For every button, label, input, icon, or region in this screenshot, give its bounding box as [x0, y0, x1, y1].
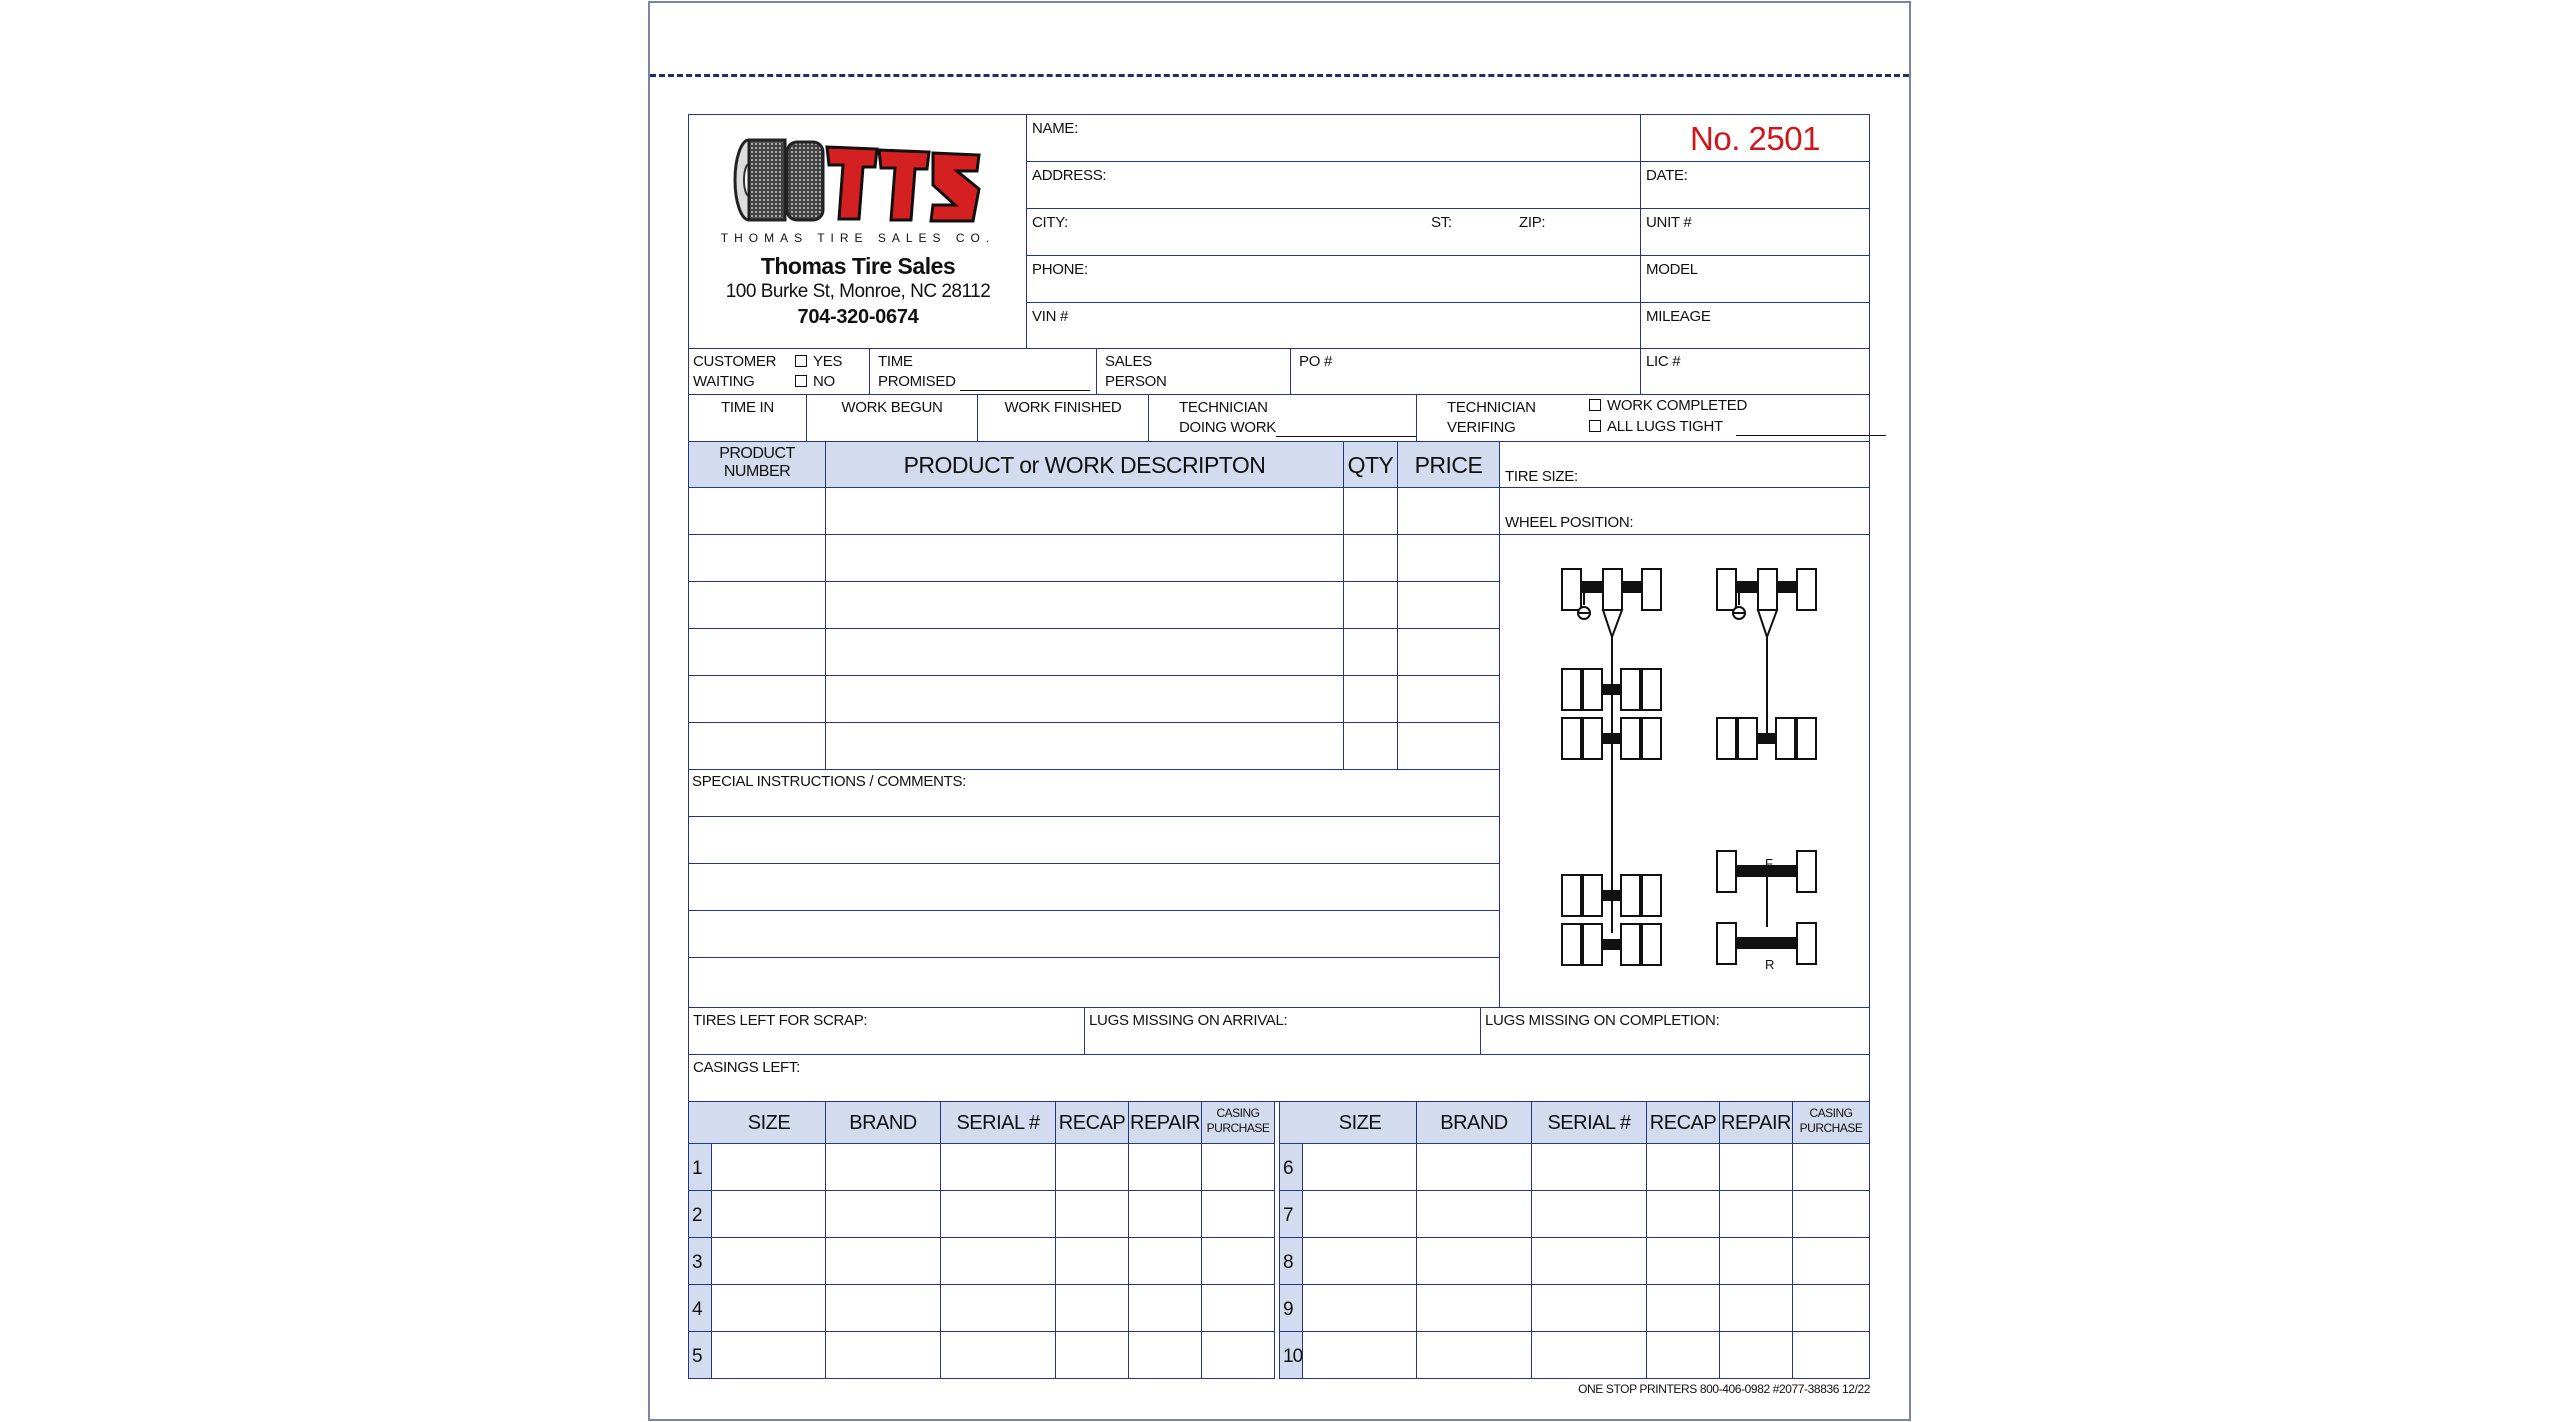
wheel-diagram-box: [1499, 534, 1870, 1008]
time-promised-field[interactable]: [869, 348, 1097, 395]
time-promised-line: [960, 376, 1090, 391]
price-cell[interactable]: [1397, 628, 1500, 676]
casing-serial-cell[interactable]: [940, 1237, 1056, 1285]
time-promised-label-1: TIME: [878, 353, 913, 370]
casing-size-cell[interactable]: [1302, 1331, 1417, 1379]
row-number-label: 9: [1283, 1299, 1293, 1320]
casing-col-header-brand: [825, 1101, 941, 1144]
casing-row-number: [688, 1331, 712, 1379]
casing-brand-cell[interactable]: [1416, 1237, 1532, 1285]
lic-field[interactable]: [1640, 348, 1870, 395]
casing-brand-cell[interactable]: [1416, 1190, 1532, 1238]
city-label: CITY:: [1032, 214, 1069, 231]
casing-header-1: CASING: [1216, 1106, 1260, 1120]
casing-col-header-recap: [1055, 1101, 1129, 1144]
casing-repair-cell[interactable]: [1719, 1190, 1793, 1238]
vin-field[interactable]: [1026, 302, 1641, 349]
product-number-cell[interactable]: [688, 722, 826, 770]
qty-cell[interactable]: [1343, 487, 1398, 535]
casing-repair-cell[interactable]: [1128, 1284, 1202, 1332]
comments-line[interactable]: [688, 863, 1500, 911]
tech-verifing-label-2: VERIFING: [1447, 419, 1516, 436]
company-logo: [727, 135, 989, 227]
customer-waiting-cell: [688, 348, 870, 395]
wheel-position-diagram: [1554, 565, 1824, 975]
product-number-cell[interactable]: [688, 534, 826, 582]
casing-casing-cell[interactable]: [1792, 1284, 1870, 1332]
casing-row-number: [688, 1237, 712, 1285]
state-label: ST:: [1431, 214, 1452, 231]
casing-size-cell[interactable]: [711, 1143, 826, 1191]
casing-repair-cell[interactable]: [1719, 1284, 1793, 1332]
lugs-missing-completion-field[interactable]: [1480, 1007, 1870, 1055]
no-label: NO: [813, 373, 835, 390]
row-number-label: 1: [692, 1158, 702, 1179]
brand-header: BRAND: [849, 1112, 917, 1134]
casing-row-number: [1279, 1190, 1303, 1238]
work-completed-checkbox[interactable]: [1589, 397, 1747, 415]
customer-waiting-label-2: WAITING: [693, 373, 755, 390]
casing-size-cell[interactable]: [711, 1284, 826, 1332]
casing-brand-cell[interactable]: [825, 1237, 941, 1285]
qty-header: QTY: [1347, 452, 1394, 478]
casing-casing-cell[interactable]: [1201, 1237, 1275, 1285]
product-number-cell[interactable]: [688, 581, 826, 629]
casing-recap-cell[interactable]: [1055, 1237, 1129, 1285]
casing-repair-cell[interactable]: [1719, 1143, 1793, 1191]
casing-serial-cell[interactable]: [1531, 1331, 1647, 1379]
product-number-header-1: PRODUCT: [719, 445, 795, 462]
casing-row-number: [688, 1190, 712, 1238]
casing-repair-cell[interactable]: [1128, 1331, 1202, 1379]
yes-checkbox[interactable]: [795, 353, 842, 371]
recap-header: RECAP: [1649, 1112, 1717, 1134]
casing-col-header-repair: [1128, 1101, 1202, 1144]
casing-serial-cell[interactable]: [1531, 1143, 1647, 1191]
casing-recap-cell[interactable]: [1055, 1284, 1129, 1332]
row-number-label: 3: [692, 1252, 702, 1273]
vin-label: VIN #: [1032, 308, 1069, 325]
yes-label: YES: [813, 353, 843, 370]
casing-size-cell[interactable]: [1302, 1143, 1417, 1191]
product-number-cell[interactable]: [688, 675, 826, 723]
comments-line[interactable]: [688, 957, 1500, 1008]
description-cell[interactable]: [825, 487, 1344, 535]
tech-doing-line: [1276, 422, 1421, 437]
printer-footer: ONE STOP PRINTERS 800-406-0982 #2077-38836 12/22: [1578, 1382, 1870, 1396]
casing-row-number: [688, 1143, 712, 1191]
logo-subtitle: THOMAS TIRE SALES CO.: [720, 231, 996, 245]
phone-field[interactable]: [1026, 255, 1641, 303]
time-in-field[interactable]: [688, 394, 807, 442]
casings-left-field[interactable]: [688, 1054, 1870, 1102]
row-number-label: 7: [1283, 1205, 1293, 1226]
zip-label: ZIP:: [1519, 214, 1546, 231]
casing-repair-cell[interactable]: [1128, 1143, 1202, 1191]
casing-brand-cell[interactable]: [825, 1143, 941, 1191]
casing-size-cell[interactable]: [711, 1237, 826, 1285]
casing-brand-cell[interactable]: [1416, 1143, 1532, 1191]
casing-size-cell[interactable]: [711, 1331, 826, 1379]
tractor-trailer-diagram: [1562, 569, 1661, 965]
row-number-label: 8: [1283, 1252, 1293, 1273]
price-cell[interactable]: [1397, 581, 1500, 629]
product-number-cell[interactable]: [688, 487, 826, 535]
work-begun-label: WORK BEGUN: [841, 399, 943, 416]
tech-verifing-label-1: TECHNICIAN: [1447, 399, 1536, 416]
checkbox-icon: [795, 375, 807, 387]
row-number-label: 6: [1283, 1158, 1293, 1179]
casing-recap-cell[interactable]: [1646, 1237, 1720, 1285]
time-in-label: TIME IN: [721, 399, 774, 416]
sales-person-label-1: SALES: [1105, 353, 1152, 370]
rear-axle-label: R: [1765, 957, 1775, 972]
mileage-field[interactable]: [1640, 302, 1870, 349]
description-cell[interactable]: [825, 675, 1344, 723]
address-field[interactable]: [1026, 161, 1641, 209]
date-label: DATE:: [1646, 167, 1688, 184]
casings-left-label: CASINGS LEFT:: [693, 1059, 800, 1076]
company-name: Thomas Tire Sales: [760, 253, 956, 279]
casing-brand-cell[interactable]: [825, 1284, 941, 1332]
casing-recap-cell[interactable]: [1646, 1331, 1720, 1379]
special-instructions-label: SPECIAL INSTRUCTIONS / COMMENTS:: [692, 773, 967, 790]
lugs-missing-arrival-field[interactable]: [1084, 1007, 1481, 1055]
casing-serial-cell[interactable]: [940, 1284, 1056, 1332]
tech-verifing-field[interactable]: [1416, 394, 1870, 442]
qty-cell[interactable]: [1343, 675, 1398, 723]
casing-header-2: PURCHASE: [1206, 1121, 1270, 1135]
work-finished-field[interactable]: [977, 394, 1149, 442]
serial-header: SERIAL #: [1547, 1112, 1631, 1134]
col-header-price: [1397, 441, 1500, 488]
tech-doing-work-field[interactable]: [1148, 394, 1417, 442]
col-header-product-number: [688, 441, 826, 488]
casing-serial-cell[interactable]: [940, 1143, 1056, 1191]
casing-col-header-recap: [1646, 1101, 1720, 1144]
lugs-completion-label: LUGS MISSING ON COMPLETION:: [1485, 1012, 1720, 1029]
tires-left-for-scrap-field[interactable]: [688, 1007, 1085, 1055]
tire-size-label: TIRE SIZE:: [1505, 468, 1578, 485]
casing-col-header-size: [1279, 1101, 1417, 1144]
casing-col-header-casing: [1201, 1101, 1275, 1144]
model-label: MODEL: [1646, 261, 1698, 278]
wheel-position-label: WHEEL POSITION:: [1505, 514, 1634, 531]
work-begun-field[interactable]: [806, 394, 978, 442]
description-cell[interactable]: [825, 722, 1344, 770]
casing-col-header-repair: [1719, 1101, 1793, 1144]
size-header: SIZE: [1338, 1112, 1382, 1134]
casing-recap-cell[interactable]: [1055, 1143, 1129, 1191]
date-field[interactable]: [1640, 161, 1870, 209]
casing-serial-cell[interactable]: [1531, 1190, 1647, 1238]
row-number-label: 2: [692, 1205, 702, 1226]
casing-brand-cell[interactable]: [825, 1331, 941, 1379]
front-axle-label: F: [1765, 856, 1773, 871]
checkbox-icon: [1589, 399, 1601, 411]
work-finished-label: WORK FINISHED: [1004, 399, 1122, 416]
product-number-header-2: NUMBER: [723, 463, 791, 480]
customer-waiting-label-1: CUSTOMER: [693, 353, 777, 370]
casing-col-header-casing: [1792, 1101, 1870, 1144]
tire-size-field[interactable]: [1499, 441, 1870, 488]
size-header: SIZE: [747, 1112, 791, 1134]
unit-field[interactable]: [1640, 208, 1870, 256]
lugs-tight-line: [1736, 421, 1886, 436]
special-instructions-field[interactable]: [688, 769, 1500, 817]
no-checkbox[interactable]: [795, 373, 835, 391]
comments-line[interactable]: [688, 910, 1500, 958]
name-field[interactable]: [1026, 114, 1641, 162]
company-info-box: [688, 114, 1028, 349]
casing-header-1: CASING: [1809, 1106, 1853, 1120]
po-label: PO #: [1299, 353, 1332, 370]
tech-doing-label-2: DOING WORK: [1179, 419, 1421, 437]
casing-size-cell[interactable]: [1302, 1237, 1417, 1285]
casing-repair-cell[interactable]: [1128, 1237, 1202, 1285]
description-header: PRODUCT or WORK DESCRIPTON: [903, 452, 1266, 478]
form-number-box: [1640, 114, 1870, 162]
casing-repair-cell[interactable]: [1719, 1331, 1793, 1379]
casing-recap-cell[interactable]: [1646, 1143, 1720, 1191]
description-cell[interactable]: [825, 581, 1344, 629]
checkbox-icon: [795, 355, 807, 367]
qty-cell[interactable]: [1343, 534, 1398, 582]
price-cell[interactable]: [1397, 722, 1500, 770]
repair-header: REPAIR: [1721, 1112, 1791, 1134]
casing-col-header-serial: [940, 1101, 1056, 1144]
qty-cell[interactable]: [1343, 628, 1398, 676]
casing-recap-cell[interactable]: [1646, 1284, 1720, 1332]
po-field[interactable]: [1290, 348, 1641, 395]
casing-casing-cell[interactable]: [1201, 1143, 1275, 1191]
casing-header-2: PURCHASE: [1799, 1121, 1863, 1135]
wheel-position-field[interactable]: [1499, 487, 1870, 535]
casing-casing-cell[interactable]: [1792, 1237, 1870, 1285]
casing-casing-cell[interactable]: [1201, 1331, 1275, 1379]
casing-recap-cell[interactable]: [1055, 1190, 1129, 1238]
price-cell[interactable]: [1397, 534, 1500, 582]
casing-casing-cell[interactable]: [1792, 1190, 1870, 1238]
price-cell[interactable]: [1397, 487, 1500, 535]
comments-line[interactable]: [688, 816, 1500, 864]
lic-label: LIC #: [1646, 353, 1681, 370]
casing-casing-cell[interactable]: [1201, 1284, 1275, 1332]
casing-col-header-size: [688, 1101, 826, 1144]
price-cell[interactable]: [1397, 675, 1500, 723]
tech-doing-label-1: TECHNICIAN: [1179, 399, 1268, 416]
casing-repair-cell[interactable]: [1128, 1190, 1202, 1238]
casing-casing-cell[interactable]: [1201, 1190, 1275, 1238]
casing-col-header-serial: [1531, 1101, 1647, 1144]
casing-recap-cell[interactable]: [1055, 1331, 1129, 1379]
casing-size-cell[interactable]: [1302, 1284, 1417, 1332]
work-completed-label: WORK COMPLETED: [1607, 397, 1747, 414]
casing-serial-cell[interactable]: [1531, 1284, 1647, 1332]
col-header-description: [825, 441, 1344, 488]
row-number-label: 4: [692, 1299, 702, 1320]
unit-label: UNIT #: [1646, 214, 1692, 231]
straight-truck-diagram: [1717, 569, 1816, 759]
casing-row-number: [1279, 1331, 1303, 1379]
qty-cell[interactable]: [1343, 722, 1398, 770]
price-header: PRICE: [1414, 452, 1483, 478]
recap-header: RECAP: [1058, 1112, 1126, 1134]
address-label: ADDRESS:: [1032, 167, 1107, 184]
casing-row-number: [1279, 1284, 1303, 1332]
casing-brand-cell[interactable]: [825, 1190, 941, 1238]
product-number-cell[interactable]: [688, 628, 826, 676]
all-lugs-tight-label: ALL LUGS TIGHT: [1607, 418, 1723, 435]
brand-header: BRAND: [1440, 1112, 1508, 1134]
casing-row-number: [1279, 1237, 1303, 1285]
checkbox-icon: [1589, 420, 1601, 432]
model-field[interactable]: [1640, 255, 1870, 303]
casing-brand-cell[interactable]: [1416, 1331, 1532, 1379]
col-header-qty: [1343, 441, 1398, 488]
casing-size-cell[interactable]: [1302, 1190, 1417, 1238]
repair-header: REPAIR: [1130, 1112, 1200, 1134]
casing-row-number: [688, 1284, 712, 1332]
serial-header: SERIAL #: [956, 1112, 1040, 1134]
sales-person-label-2: PERSON: [1105, 373, 1167, 390]
description-cell[interactable]: [825, 628, 1344, 676]
tires-left-label: TIRES LEFT FOR SCRAP:: [693, 1012, 868, 1029]
perforation-line: [650, 74, 1909, 77]
casing-col-header-brand: [1416, 1101, 1532, 1144]
sales-person-field[interactable]: [1096, 348, 1291, 395]
form-number: No. 2501: [1690, 120, 1820, 157]
casing-brand-cell[interactable]: [1416, 1284, 1532, 1332]
description-cell[interactable]: [825, 534, 1344, 582]
row-number-label: 10: [1283, 1346, 1303, 1367]
casing-recap-cell[interactable]: [1646, 1190, 1720, 1238]
name-label: NAME:: [1032, 120, 1079, 137]
casing-row-number: [1279, 1143, 1303, 1191]
casing-size-cell[interactable]: [711, 1190, 826, 1238]
casing-serial-cell[interactable]: [940, 1331, 1056, 1379]
company-address: 100 Burke St, Monroe, NC 28112: [725, 281, 991, 302]
casing-casing-cell[interactable]: [1792, 1143, 1870, 1191]
mileage-label: MILEAGE: [1646, 308, 1711, 325]
casing-serial-cell[interactable]: [1531, 1237, 1647, 1285]
lugs-arrival-label: LUGS MISSING ON ARRIVAL:: [1089, 1012, 1288, 1029]
time-promised-label-2: PROMISED: [878, 373, 1090, 391]
all-lugs-tight-checkbox[interactable]: [1589, 418, 1886, 436]
company-phone: 704-320-0674: [797, 306, 919, 328]
row-number-label: 5: [692, 1346, 702, 1367]
phone-label: PHONE:: [1032, 261, 1088, 278]
casing-serial-cell[interactable]: [940, 1190, 1056, 1238]
casing-repair-cell[interactable]: [1719, 1237, 1793, 1285]
qty-cell[interactable]: [1343, 581, 1398, 629]
casing-casing-cell[interactable]: [1792, 1331, 1870, 1379]
city-field[interactable]: [1026, 208, 1641, 256]
